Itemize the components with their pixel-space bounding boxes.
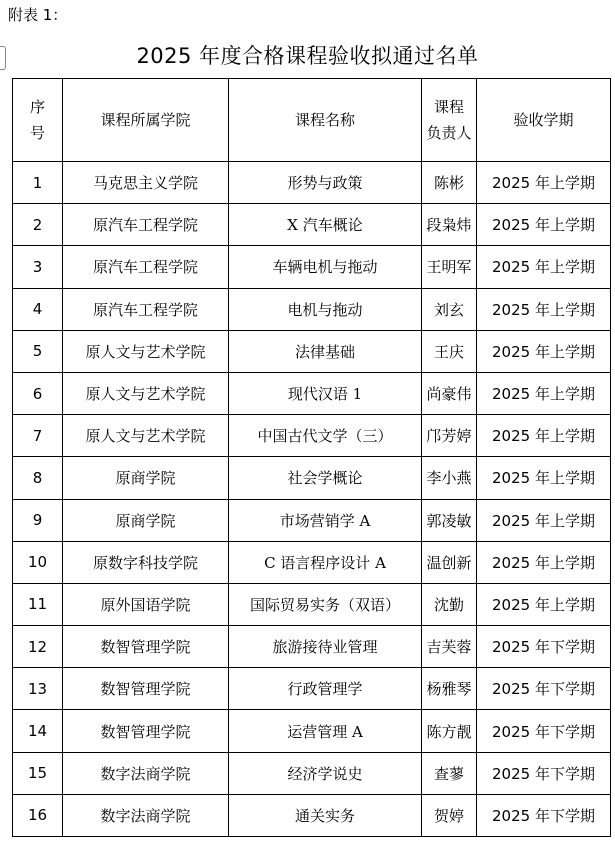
course-name-cell: C 语言程序设计 A — [229, 541, 422, 583]
attachment-label: 附表 1： — [8, 6, 68, 24]
term-cell: 2025 年上学期 — [477, 162, 611, 204]
course-name-cell: X 汽车概论 — [229, 204, 422, 246]
row-number-cell: 1 — [13, 162, 63, 204]
course-name-cell: 现代汉语 1 — [229, 372, 422, 414]
row-number-cell: 14 — [13, 710, 63, 752]
owner-cell: 刘玄 — [422, 288, 477, 330]
term-cell: 2025 年下学期 — [477, 794, 611, 836]
table-row — [13, 162, 611, 204]
college-cell: 原人文与艺术学院 — [63, 330, 229, 372]
owner-cell: 郭凌敏 — [422, 499, 477, 541]
course-name-cell: 中国古代文学（三） — [229, 415, 422, 457]
term-cell: 2025 年上学期 — [477, 499, 611, 541]
row-number-cell: 2 — [13, 204, 63, 246]
table-row — [13, 204, 611, 246]
header-no-line-2: 号 — [29, 124, 45, 142]
row-number-cell: 12 — [13, 626, 63, 668]
college-cell: 原商学院 — [63, 499, 229, 541]
course-name-cell: 行政管理学 — [229, 668, 422, 710]
table-row — [13, 415, 611, 457]
college-cell: 数字法商学院 — [63, 752, 229, 794]
course-name-cell: 车辆电机与拖动 — [229, 246, 422, 288]
header-owner — [422, 79, 477, 162]
header-course: 课程名称 — [229, 79, 422, 162]
owner-cell: 查蓼 — [422, 752, 477, 794]
row-number-cell: 6 — [13, 372, 63, 414]
term-cell: 2025 年上学期 — [477, 541, 611, 583]
term-cell: 2025 年下学期 — [477, 626, 611, 668]
table-row — [13, 499, 611, 541]
course-name-cell: 社会学概论 — [229, 457, 422, 499]
course-name-cell: 运营管理 A — [229, 710, 422, 752]
college-cell: 数智管理学院 — [63, 710, 229, 752]
course-name-cell: 形势与政策 — [229, 162, 422, 204]
header-term: 验收学期 — [477, 79, 611, 162]
owner-cell: 吉芙蓉 — [422, 626, 477, 668]
row-number-cell: 4 — [13, 288, 63, 330]
college-cell: 原商学院 — [63, 457, 229, 499]
owner-cell: 李小燕 — [422, 457, 477, 499]
term-cell: 2025 年上学期 — [477, 330, 611, 372]
term-cell: 2025 年上学期 — [477, 457, 611, 499]
header-no-line-1: 序 — [29, 98, 45, 116]
header-no — [13, 79, 63, 162]
term-cell: 2025 年下学期 — [477, 710, 611, 752]
term-cell: 2025 年上学期 — [477, 372, 611, 414]
row-number-cell: 15 — [13, 752, 63, 794]
owner-cell: 邝芳婷 — [422, 415, 477, 457]
college-cell: 数字法商学院 — [63, 794, 229, 836]
owner-cell: 陈方靓 — [422, 710, 477, 752]
owner-cell: 段枭炜 — [422, 204, 477, 246]
term-cell: 2025 年上学期 — [477, 246, 611, 288]
course-name-cell: 旅游接待业管理 — [229, 626, 422, 668]
college-cell: 原外国语学院 — [63, 583, 229, 625]
owner-cell: 尚豪伟 — [422, 372, 477, 414]
table-row — [13, 668, 611, 710]
row-number-cell: 13 — [13, 668, 63, 710]
college-cell: 马克思主义学院 — [63, 162, 229, 204]
college-cell: 数智管理学院 — [63, 626, 229, 668]
row-number-cell: 11 — [13, 583, 63, 625]
owner-cell: 沈勤 — [422, 583, 477, 625]
owner-cell: 杨雅琴 — [422, 668, 477, 710]
college-cell: 原数字科技学院 — [63, 541, 229, 583]
row-number-cell: 3 — [13, 246, 63, 288]
college-cell: 原人文与艺术学院 — [63, 372, 229, 414]
table-row — [13, 372, 611, 414]
table-row — [13, 583, 611, 625]
college-cell: 原人文与艺术学院 — [63, 415, 229, 457]
table-row — [13, 246, 611, 288]
term-cell: 2025 年下学期 — [477, 668, 611, 710]
row-number-cell: 16 — [13, 794, 63, 836]
table-body — [13, 162, 611, 837]
header-owner-line-1: 课程 — [433, 98, 464, 116]
course-name-cell: 经济学说史 — [229, 752, 422, 794]
document-title: 2025 年度合格课程验收拟通过名单 — [136, 44, 479, 68]
table-row — [13, 330, 611, 372]
course-name-cell: 国际贸易实务（双语） — [229, 583, 422, 625]
course-name-cell: 通关实务 — [229, 794, 422, 836]
table-row — [13, 288, 611, 330]
college-cell: 原汽车工程学院 — [63, 204, 229, 246]
term-cell: 2025 年下学期 — [477, 752, 611, 794]
term-cell: 2025 年上学期 — [477, 415, 611, 457]
table-row — [13, 457, 611, 499]
owner-cell: 贺婷 — [422, 794, 477, 836]
college-cell: 原汽车工程学院 — [63, 246, 229, 288]
course-name-cell: 市场营销学 A — [229, 499, 422, 541]
table-row — [13, 541, 611, 583]
row-number-cell: 5 — [13, 330, 63, 372]
college-cell: 数智管理学院 — [63, 668, 229, 710]
term-cell: 2025 年上学期 — [477, 204, 611, 246]
table-row — [13, 710, 611, 752]
table-row — [13, 752, 611, 794]
row-number-cell: 9 — [13, 499, 63, 541]
owner-cell: 陈彬 — [422, 162, 477, 204]
owner-cell: 王明军 — [422, 246, 477, 288]
table-row — [13, 794, 611, 836]
course-name-cell: 电机与拖动 — [229, 288, 422, 330]
row-number-cell: 10 — [13, 541, 63, 583]
table-header — [13, 79, 611, 162]
table-row — [13, 626, 611, 668]
row-number-cell: 7 — [13, 415, 63, 457]
header-owner-line-2: 负责人 — [426, 124, 472, 142]
course-table — [12, 78, 611, 837]
row-number-cell: 8 — [13, 457, 63, 499]
owner-cell: 王庆 — [422, 330, 477, 372]
college-cell: 原汽车工程学院 — [63, 288, 229, 330]
owner-cell: 温创新 — [422, 541, 477, 583]
course-name-cell: 法律基础 — [229, 330, 422, 372]
term-cell: 2025 年上学期 — [477, 583, 611, 625]
term-cell: 2025 年上学期 — [477, 288, 611, 330]
header-college: 课程所属学院 — [63, 79, 229, 162]
header-row — [13, 79, 611, 162]
